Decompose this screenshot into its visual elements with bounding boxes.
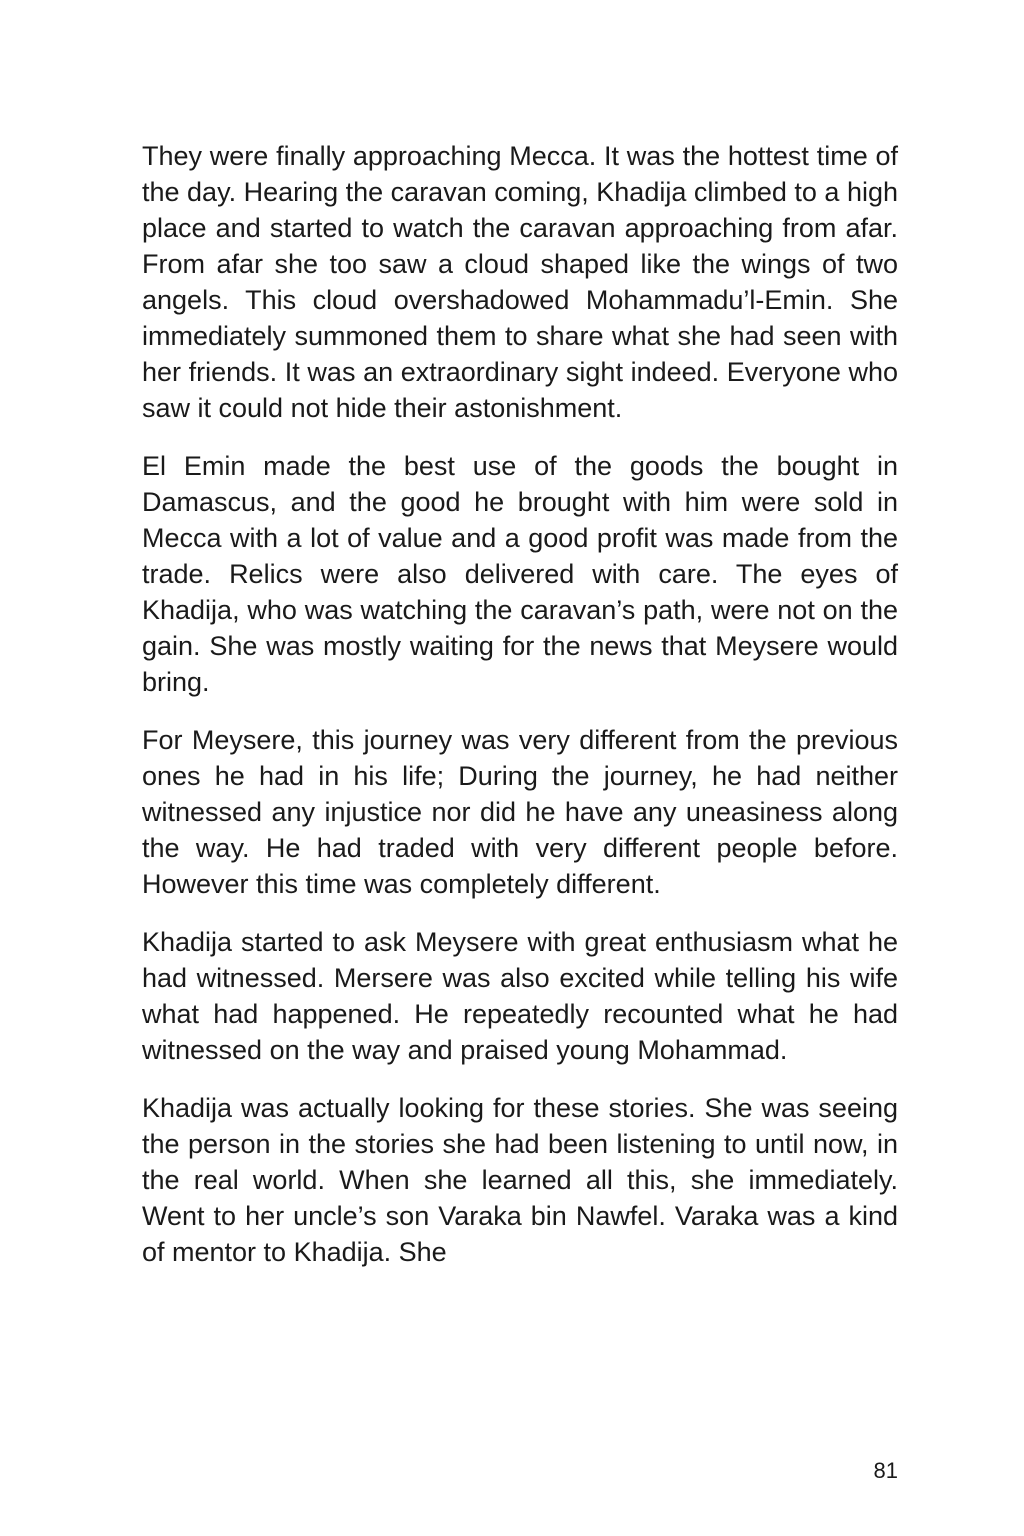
paragraph: El Emin made the best use of the goods the bought in Damascus, and the good he brought with him were sold in Mecca with a lot of value and a good profit was made from the trade. Relics were also delivered with care. The eyes of Khadija, who was watching the caravan’s path, were not on the gain. She was mostly waiting for the news that Meysere would bring. xyxy=(142,451,898,697)
paragraph: For Meysere, this journey was very different from the previous ones he had in his life; During the journey, he had neither witnessed any injustice nor did he have any uneasiness along the way. He had traded with very different people before. However this time was completely different. xyxy=(142,725,898,899)
paragraph: Khadija started to ask Meysere with great enthusiasm what he had witnessed. Mersere was also excited while telling his wife what had happened. He repeatedly recounted what he had witnessed on the way and praised young Mohammad. xyxy=(142,927,898,1065)
body-text xyxy=(142,138,898,1292)
page-number: 81 xyxy=(873,1458,898,1483)
paragraph: They were finally approaching Mecca. It was the hottest time of the day. Hearing the caravan coming, Khadija climbed to a high place and started to watch the caravan approaching from afar. From afar she too saw a cloud shaped like the wings of two angels. This cloud overshadowed Mohammadu’l-Emin. She immediately summoned them to share what she had seen with her friends. It was an extraordinary sight indeed. Everyone who saw it could not hide their astonishment. xyxy=(142,141,898,423)
paragraph: Khadija was actually looking for these stories. She was seeing the person in the stories she had been listening to until now, in the real world. When she learned all this, she immediately. Went to her uncle’s son Varaka bin Nawfel. Varaka was a kind of mentor to Khadija. She xyxy=(142,1093,898,1267)
